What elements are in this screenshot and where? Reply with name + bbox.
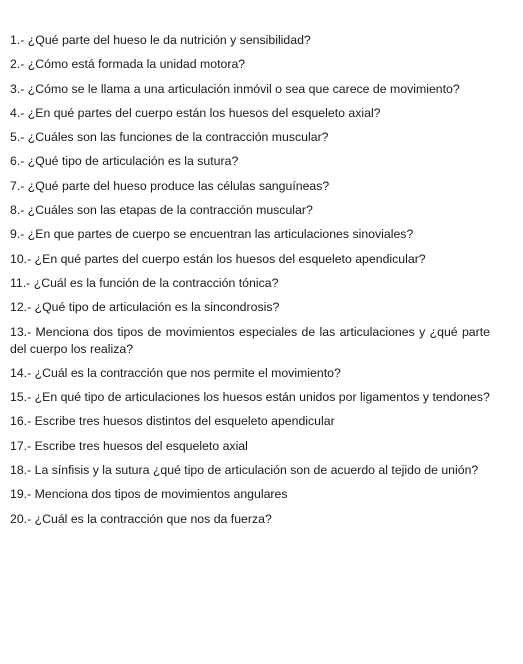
question-9: 9.- ¿En que partes de cuerpo se encuentran las articulaciones sinoviales?: [10, 227, 414, 242]
question-12: 12.- ¿Qué tipo de articulación es la sincondrosis?: [10, 300, 280, 315]
question-8: 8.- ¿Cuáles son las etapas de la contracción muscular?: [10, 203, 313, 218]
question-3: 3.- ¿Cómo se le llama a una articulación inmóvil o sea que carece de movimiento?: [10, 81, 460, 96]
question-10: 10.- ¿En qué partes del cuerpo están los huesos del esqueleto apendicular?: [10, 251, 426, 266]
question-14: 14.- ¿Cuál es la contracción que nos permite el movimiento?: [10, 365, 341, 380]
question-5: 5.- ¿Cuáles son las funciones de la contracción muscular?: [10, 130, 329, 145]
question-list: [10, 32, 490, 535]
question-13: 13.- Menciona dos tipos de movimientos especiales de las articulaciones y ¿qué parte del cuerpo los realiza?: [10, 324, 490, 356]
question-11: 11.- ¿Cuál es la función de la contracción tónica?: [10, 275, 279, 290]
question-2: 2.- ¿Cómo está formada la unidad motora?: [10, 57, 246, 72]
question-4: 4.- ¿En qué partes del cuerpo están los huesos del esqueleto axial?: [10, 105, 381, 120]
question-15: 15.- ¿En qué tipo de articulaciones los huesos están unidos por ligamentos y tendones?: [10, 390, 490, 405]
question-19: 19.- Menciona dos tipos de movimientos angulares: [10, 487, 288, 502]
question-16: 16.- Escribe tres huesos distintos del esqueleto apendicular: [10, 414, 335, 429]
question-1: 1.- ¿Qué parte del hueso le da nutrición y sensibilidad?: [10, 33, 311, 47]
question-7: 7.- ¿Qué parte del hueso produce las células sanguíneas?: [10, 178, 330, 193]
question-6: 6.- ¿Qué tipo de articulación es la sutura?: [10, 154, 239, 169]
question-20: 20.- ¿Cuál es la contracción que nos da fuerza?: [10, 511, 272, 526]
question-18: 18.- La sínfisis y la sutura ¿qué tipo de articulación son de acuerdo al tejido de unión?: [10, 463, 479, 478]
question-17: 17.- Escribe tres huesos del esqueleto axial: [10, 438, 248, 453]
